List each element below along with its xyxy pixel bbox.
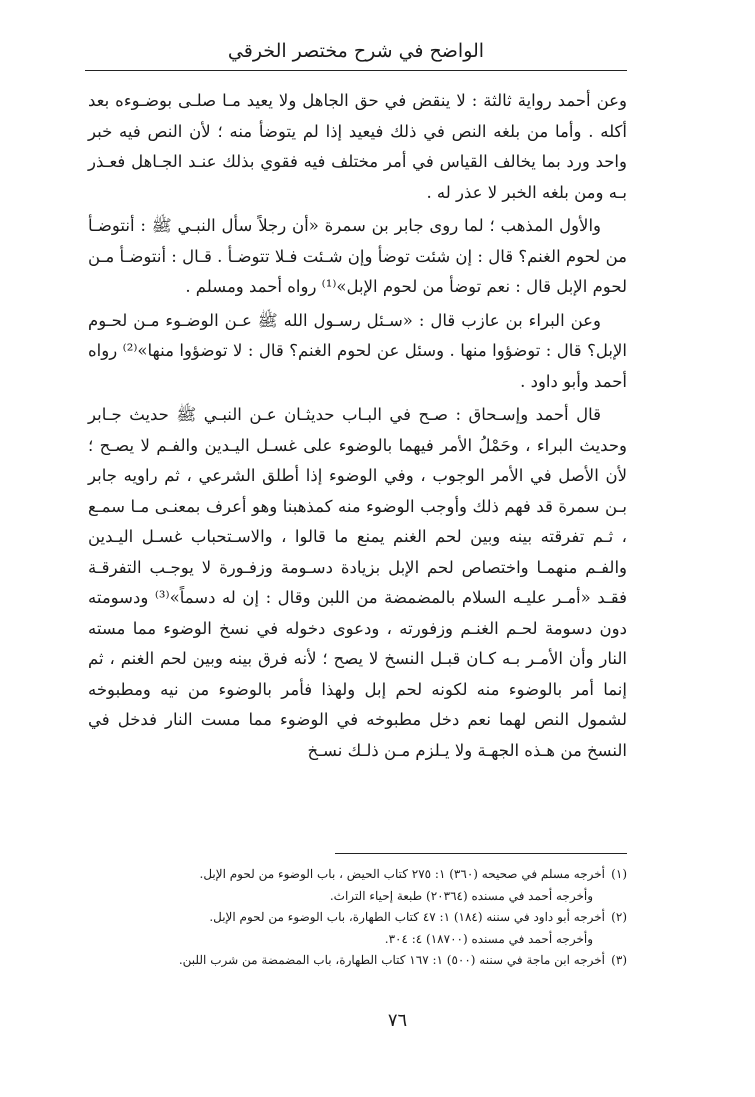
footnote [88,950,627,972]
main-text [88,86,627,836]
footnote-number: (١) [611,867,627,881]
footnote-continuation: وأخرجه أحمد في مسنده (١٨٧٠٠) ٤: ٣٠٤. [384,931,593,946]
paragraph: والأول المذهب ؛ لما روى جابر بن سمرة «أن رجلاً سأل النبـي ﷺ : أنتوضـأ من لحوم الغنم؟ قال : إن شئت توضأ وإن شـئت فـلا تتوضـأ . قـال : أنتوضـأ مـن لحوم الإبل قال : نعم توضأ من لحوم الإبل»⁽¹⁾ رواه أحمد ومسلم . [88,216,627,296]
running-header: الواضح في شرح مختصر الخرقي [227,40,485,62]
page-number: ٧٦ [387,1010,408,1031]
footnote-number: (٣) [611,953,627,967]
paragraph: قال أحمد وإسـحاق : صـح في البـاب حديثـان عـن النبـي ﷺ حديث جـابر وحديث البراء ، وحَمْلُ الأمر فيهما بالوضوء على غسـل اليـدين والفـم لا يصـح ؛ لأن الأصل في الأمر الوجوب ، وفي الوضوء إذا أطلق الشرعي ، ثم راويه جابر بـن سمرة قد فهم ذلك وأوجب الوضوء منه كمذهبنا وهو أعرف بمعنـى مـا سمـع ، ثـم تفرقته بينه وبين لحم الغنم يمنع ما قالوا ، والاسـتحباب غسـل اليـدين والفـم منهمـا واختصاص لحم الإبل بزيادة دسـومة وزفـورة لا يوجـب التفرقـة فقـد «أمـر عليـه السلام بالمضمضة من اللبن وقال : إن له دسماً»⁽³⁾ ودسومته دون دسومة لحـم الغنـم وزفورته ، ودعوى دخوله في نسخ الوضوء مما مسته النار وأن الأمـر بـه كـان قبـل النسخ لا يصح ؛ لأنه فرق بينه وبين لحم الغنم ، ثم إنما أمر بالوضوء منه لكونه لحم إبل ولهذا فأمر بالوضوء من نيه ومطبوخه لشمول النص لهما نعم دخل مطبوخه في الوضوء مما مست النار فدخل في النسخ من هـذه الجهـة ولا يـلزم مـن ذلـك نسـخ [88,405,627,760]
footnote-text: أخرجه ابن ماجة في سننه (٥٠٠) ١: ١٦٧ كتاب الطهارة، باب المضمضة من شرب اللبن. [178,953,605,967]
footnote [88,864,627,886]
footnote-continuation: وأخرجه أحمد في مسنده (٢٠٣٦٤) طبعة إحياء التراث. [329,888,593,903]
footnote-text: أخرجه مسلم في صحيحه (٣٦٠) ١: ٢٧٥ كتاب الحيض ، باب الوضوء من لحوم الإبل. [199,867,605,881]
footnote-rule [335,853,627,854]
footnote-text: أخرجه أبو داود في سننه (١٨٤) ١: ٤٧ كتاب الطهارة، باب الوضوء من لحوم الإبل. [209,910,605,924]
paragraph: وعن البراء بن عازب قال : «سـئل رسـول الله ﷺ عـن الوضـوء مـن لحـوم الإبل؟ قال : توضؤوا منها . وسئل عن لحوم الغنم؟ قال : لا توضؤوا منها»⁽²⁾ رواه أحمد وأبو داود . [88,310,627,391]
header-rule [85,70,627,71]
footnote [88,907,627,929]
footnotes [88,864,627,972]
paragraph: وعن أحمد رواية ثالثة : لا ينقض في حق الجاهل ولا يعيد مـا صلـى بوضـوءه بعد أكله . وأما من بلغه النص في ذلك فيعيد إذا لم يتوضأ منه ؛ لأن النص فيه خبر واحد ورد بما يخالف القياس في أمر مختلف فيه فقوي بذلك عنـد الجـاهل فعـذر بـه ومن بلغه الخبر لا عذر له . [88,91,627,202]
footnote-number: (٢) [611,910,627,924]
